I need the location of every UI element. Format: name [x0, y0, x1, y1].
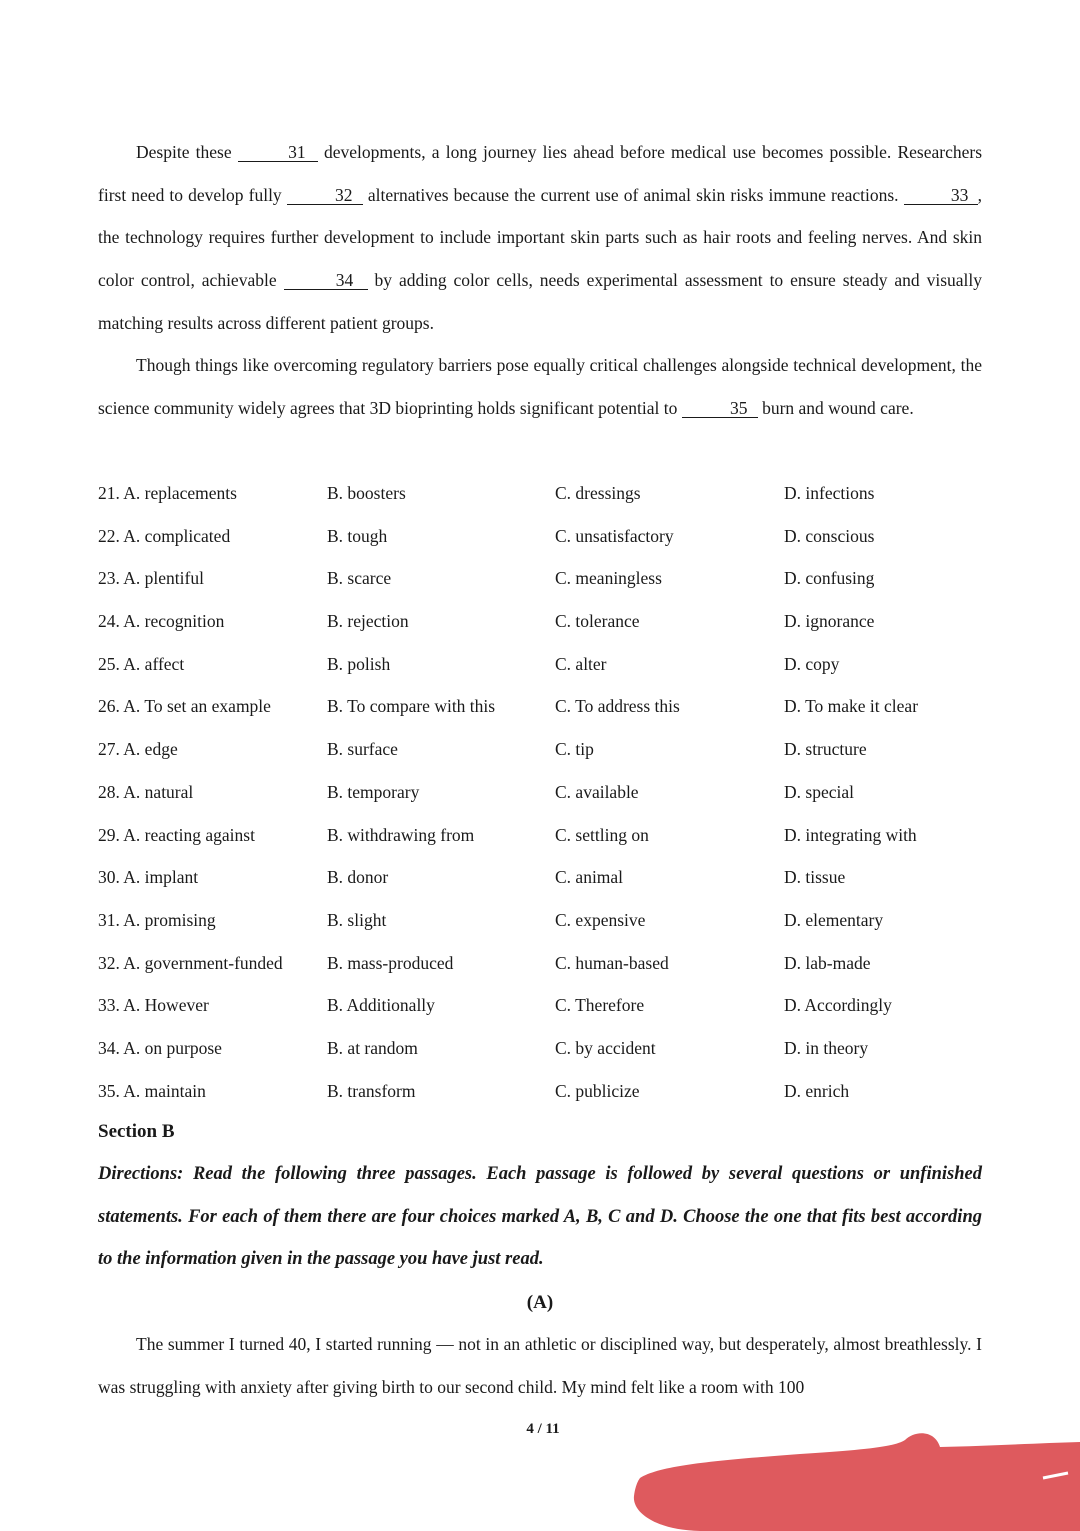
option-a: 27. A. edge: [98, 739, 178, 760]
option-a: 29. A. reacting against: [98, 824, 255, 845]
blank-33: 33: [904, 186, 978, 205]
option-b: B. tough: [327, 525, 388, 546]
option-d: D. structure: [784, 739, 867, 760]
blank-31: 31: [238, 143, 318, 162]
option-d: D. lab-made: [784, 952, 871, 973]
option-b: B. surface: [327, 739, 398, 760]
option-b: B. boosters: [327, 483, 406, 503]
option-d: D. infections: [784, 483, 875, 503]
cloze-paragraph-2: Though things like overcoming regulatory barriers pose equally critical challenges alongside technical development, the science community widely agrees that 3D bioprinting holds significant potential to 35 burn and wound care.: [98, 355, 982, 418]
option-c: C. expensive: [555, 909, 646, 930]
blank-32: 32: [287, 186, 363, 205]
option-c: C. meaningless: [555, 568, 662, 589]
option-b: B. Additionally: [327, 995, 435, 1016]
directions-text: Directions: Read the following three passages. Each passage is followed by several questions or unfinished statements. For each of them there are four choices marked A, B, C and D. Choose the one that fits best according to the information given in the passage you have just read.: [98, 1164, 982, 1270]
option-d: D. To make it clear: [784, 696, 919, 717]
passage-a-label: (A): [526, 1292, 554, 1313]
option-b: B. transform: [327, 1080, 416, 1101]
option-d: D. integrating with: [784, 824, 917, 845]
option-a: 26. A. To set an example: [98, 696, 271, 717]
option-d: D. copy: [784, 653, 840, 674]
option-b: B. rejection: [327, 611, 409, 632]
option-c: C. Therefore: [555, 995, 645, 1016]
section-b-title: Section B: [98, 1121, 175, 1142]
option-a: 23. A. plentiful: [98, 568, 204, 589]
option-a: 35. A. maintain: [98, 1080, 206, 1101]
option-a: 34. A. on purpose: [98, 1037, 222, 1058]
option-b: B. slight: [327, 909, 387, 930]
option-d: D. tissue: [784, 867, 846, 888]
option-a: 32. A. government-funded: [98, 952, 283, 973]
option-d: D. special: [784, 781, 854, 802]
option-b: B. withdrawing from: [327, 824, 475, 845]
option-b: B. polish: [327, 653, 391, 674]
option-b: B. at random: [327, 1037, 418, 1058]
option-d: D. in theory: [784, 1037, 869, 1058]
blank-34: 34: [284, 271, 368, 290]
option-c: C. unsatisfactory: [555, 525, 674, 546]
option-a: 31. A. promising: [98, 909, 216, 930]
option-d: D. enrich: [784, 1080, 850, 1101]
option-d: D. ignorance: [784, 611, 875, 632]
redaction-mark: [634, 1433, 1080, 1531]
option-c: C. dressings: [555, 483, 641, 503]
option-c: C. human-based: [555, 952, 669, 973]
option-b: B. scarce: [327, 568, 392, 589]
option-d: D. Accordingly: [784, 995, 892, 1016]
option-c: C. To address this: [555, 696, 680, 717]
option-a: 22. A. complicated: [98, 525, 231, 546]
option-a: 25. A. affect: [98, 653, 185, 674]
option-c: C. available: [555, 781, 639, 802]
option-d: D. confusing: [784, 568, 875, 589]
option-a: 28. A. natural: [98, 781, 194, 802]
blank-35: 35: [682, 399, 758, 418]
option-a: 30. A. implant: [98, 867, 199, 888]
option-c: C. animal: [555, 867, 624, 888]
option-b: B. mass-produced: [327, 952, 454, 973]
option-c: C. alter: [555, 653, 607, 674]
option-b: B. temporary: [327, 781, 420, 802]
option-c: C. tip: [555, 739, 594, 760]
option-d: D. conscious: [784, 525, 875, 546]
option-b: B. donor: [327, 867, 389, 888]
option-d: D. elementary: [784, 909, 884, 930]
page-number: 4 / 11: [526, 1421, 560, 1437]
option-a: 24. A. recognition: [98, 611, 225, 632]
option-c: C. tolerance: [555, 611, 640, 632]
option-c: C. settling on: [555, 824, 649, 845]
option-a: 21. A. replacements: [98, 483, 237, 503]
option-b: B. To compare with this: [327, 696, 496, 717]
passage-a-text: The summer I turned 40, I started running — not in an athletic or disciplined way, but desperately, almost breathlessly. I was struggling with anxiety after giving birth to our second child. My mind felt like a room with 100: [98, 1334, 982, 1397]
option-c: C. publicize: [555, 1080, 640, 1101]
option-c: C. by accident: [555, 1037, 656, 1058]
option-a: 33. A. However: [98, 995, 209, 1016]
cloze-paragraph-1: Despite these 31 developments, a long journey lies ahead before medical use becomes possible. Researchers first need to develop fully 32 alternatives because the current use of animal skin risks immune reactions. 33 , the technology requires further development to include important skin parts such as hair roots and feeling nerves. And skin color control, achievable 34 by adding color cells, needs experimental assessment to ensure steady and visually matching results across different patient groups.: [98, 142, 983, 333]
